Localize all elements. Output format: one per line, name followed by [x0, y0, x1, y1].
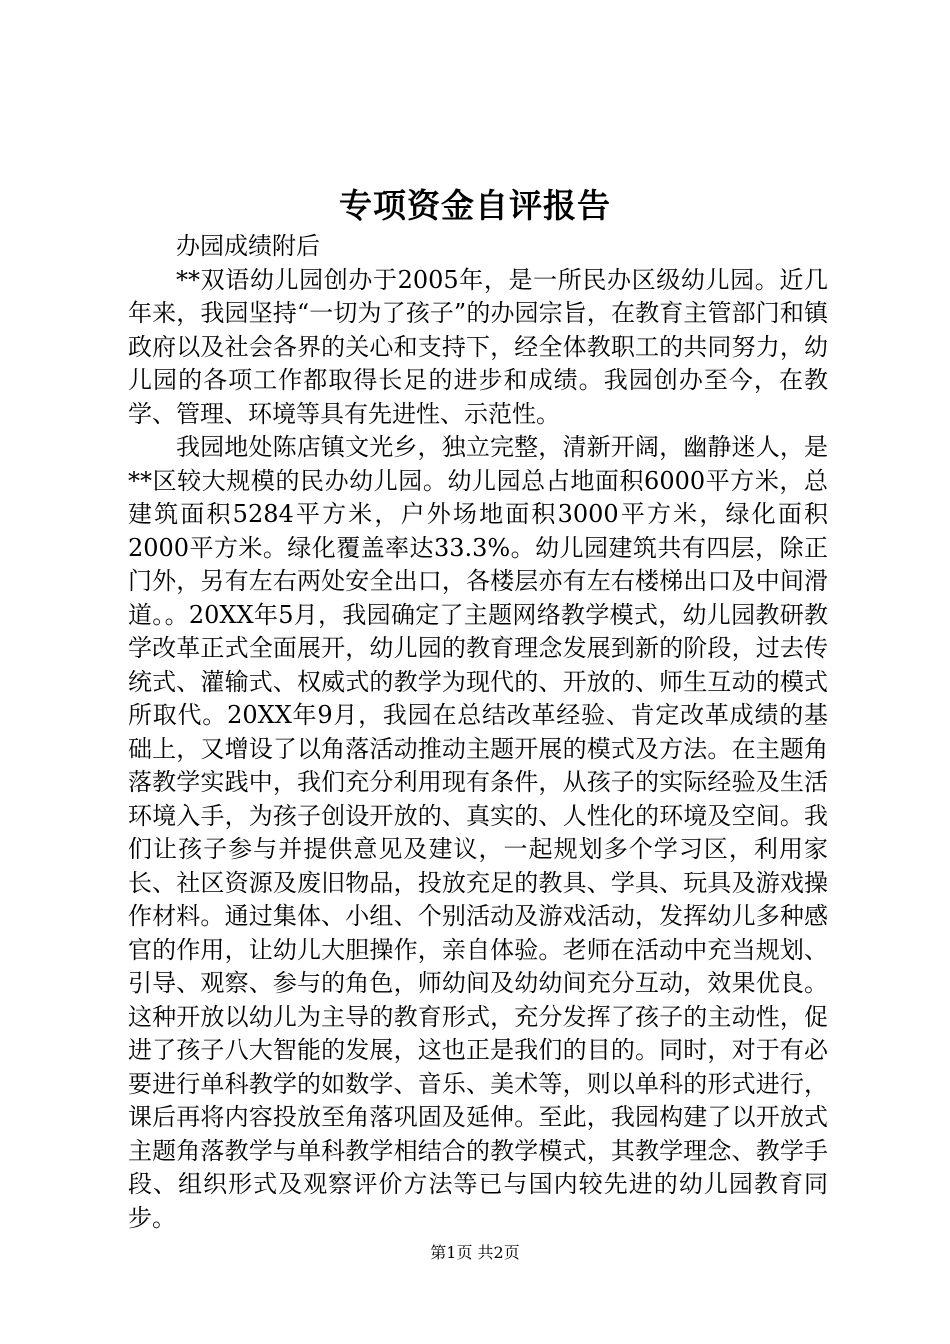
paragraph-details: 我园地处陈店镇文光乡，独立完整，清新开阔，幽静迷人，是**区较大规模的民办幼儿园。幼儿园总占地面积6000平方米，总建筑面积5284平方米，户外场地面积3000平方米，绿化面积2000平方米。绿化覆盖率达33.3%。幼儿园建筑共有四层，除正门外，另有左右两处安全出口，各楼层亦有左右楼梯出口及中间滑道。。20XX年5月，我园确定了主题网络教学模式，幼儿园教研教学改革正式全面展开，幼儿园的教育理念发展到新的阶段，过去传统式、灌输式、权威式的教学为现代的、开放的、师生互动的模式所取代。20XX年9月，我园在总结改革经验、肯定改革成绩的基础上，又增设了以角落活动推动主题开展的模式及方法。在主题角落教学实践中，我们充分利用现有条件，从孩子的实际经验及生活环境入手，为孩子创设开放的、真实的、人性化的环境及空间。我们让孩子参与并提供意见及建议，一起规划多个学习区，利用家长、社区资源及废旧物品，投放充足的教具、学具、玩具及游戏操作材料。通过集体、小组、个别活动及游戏活动，发挥幼儿多种感官的作用，让幼儿大胆操作，亲自体验。老师在活动中充当规划、引导、观察、参与的角色，师幼间及幼幼间充分互动，效果优良。这种开放以幼儿为主导的教育形式，充分发挥了孩子的主动性，促进了孩子八大智能的发展，这也正是我们的目的。同时，对于有必要进行单科教学的如数学、音乐、美术等，则以单科的形式进行，课后再将内容投放至角落巩固及延伸。至此，我园构建了以开放式主题角落教学与单科教学相结合的教学模式，其教学理念、教学手段、组织形式及观察评价方法等已与国内较先进的幼儿园教育同步。	[128, 433, 828, 1232]
paragraph-overview: **双语幼儿园创办于2005年，是一所民办区级幼儿园。近几年来，我园坚持“一切为了孩子”的办园宗旨，在教育主管部门和镇政府以及社会各界的关心和支持下，经全体教职工的共同努力，幼儿园的各项工作都取得长足的进步和成绩。我园创办至今，在教学、管理、环境等具有先进性、示范性。	[128, 265, 828, 428]
page-number-footer: 第1页 共2页	[430, 1243, 520, 1262]
document-title: 专项资金自评报告	[339, 186, 611, 225]
paragraph-intro: 办园成绩附后	[176, 232, 320, 260]
document-body	[128, 230, 828, 1235]
